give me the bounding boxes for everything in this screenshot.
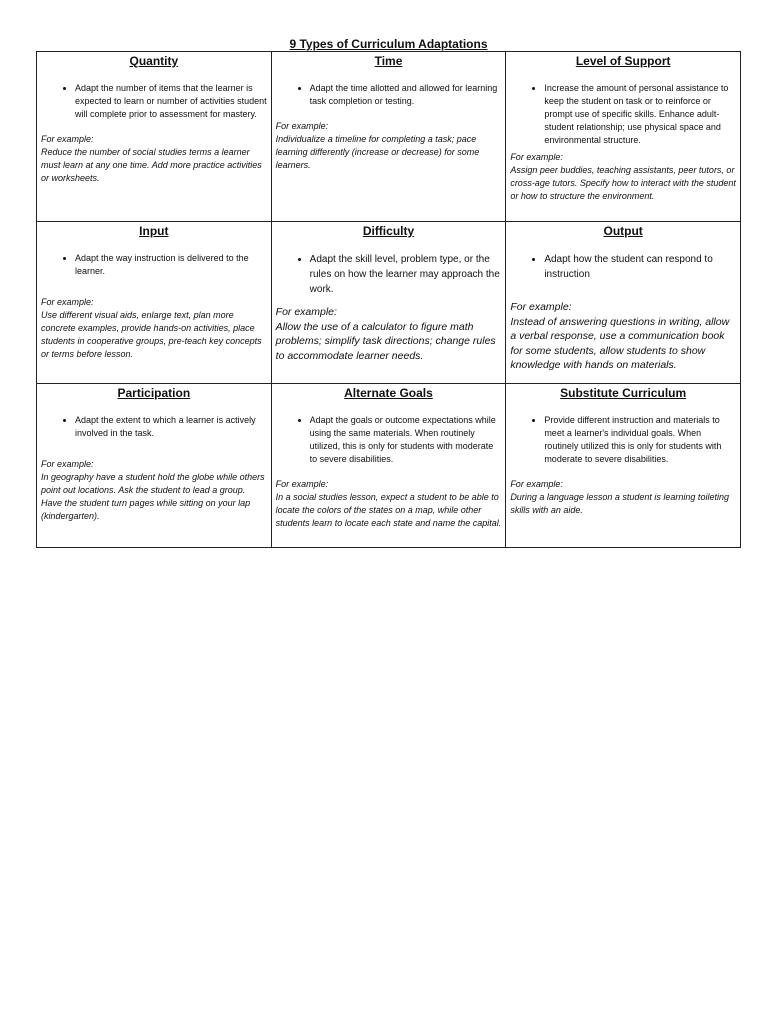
example-text: Assign peer buddies, teaching assistants, peer tutors, or cross-age tutors. Specify how to interact with the student or how to structure the environment. (510, 165, 736, 201)
example-label: For example: (510, 301, 572, 313)
bullet-list (510, 414, 736, 466)
cell-difficulty (271, 222, 506, 384)
cell-alternate-goals (271, 384, 506, 548)
example-label: For example: (41, 459, 94, 469)
bullet-list (510, 82, 736, 147)
example-text: Individualize a timeline for completing a task; pace learning differently (increase or decrease) for some learners. (275, 134, 480, 170)
cell-heading: Difficulty (362, 224, 415, 238)
example-text: Use different visual aids, enlarge text, plan more concrete examples, provide hands-on activities, place students in cooperative groups, pre-teach key concepts or terms before lesson. (41, 310, 262, 359)
example-label: For example: (41, 134, 94, 144)
cell-heading: Input (139, 224, 169, 238)
example-text: Instead of answering questions in writing, allow a verbal response, use a communication book for some students, allow students to show knowledge with hands on materials. (510, 315, 730, 371)
bullet-list (276, 252, 502, 297)
bullet-item: • Adapt the way instruction is delivered to the learner. (75, 252, 267, 278)
example-text: In a social studies lesson, expect a student to be able to locate the colors of the states on a map, while other students learn to locate each state and name the capital. (275, 492, 502, 528)
example-text: Reduce the number of social studies terms a learner must learn at any one time. Add more practice activities or worksheets. (41, 147, 262, 183)
cell-heading: Participation (117, 386, 191, 400)
bullet-item: • Adapt the goals or outcome expectations while using the same materials. When routinely utilized, this is only for students with moderate to severe disabilities. (310, 414, 502, 466)
example-label: For example: (41, 297, 94, 307)
bullet-item: • Adapt how the student can respond to instruction (544, 252, 736, 282)
bullet-list (276, 414, 502, 466)
example-label: For example: (510, 479, 563, 489)
cell-heading: Time (374, 54, 403, 68)
cell-substitute-curriculum (506, 384, 741, 548)
table-row (37, 222, 741, 384)
cell-level-of-support (506, 52, 741, 222)
bullet-list (41, 252, 267, 278)
table-row (37, 52, 741, 222)
example-text: Allow the use of a calculator to figure math problems; simplify task directions; change rules to accommodate learner needs. (275, 320, 496, 362)
bullet-item: • Provide different instruction and materials to meet a learner's individual goals. When routinely utilized this is only for students with moderate to severe disabilities. (544, 414, 736, 466)
example-label: For example: (275, 306, 337, 318)
cell-heading: Output (603, 224, 643, 238)
cell-heading: Alternate Goals (344, 386, 433, 400)
bullet-item: • Adapt the extent to which a learner is actively involved in the task. (75, 414, 267, 440)
bullet-item: • Adapt the skill level, problem type, or the rules on how the learner may approach the work. (310, 252, 502, 297)
example-label: For example: (275, 121, 329, 131)
cell-heading: Substitute Curriculum (560, 386, 687, 400)
bullet-list (276, 82, 502, 108)
bullet-list (41, 82, 267, 121)
table-row (37, 384, 741, 548)
bullet-list (510, 252, 736, 282)
bullet-item: • Adapt the time allotted and allowed for learning task completion or testing. (310, 82, 502, 108)
document-title: 9 Types of Curriculum Adaptations (289, 37, 488, 51)
example-text: During a language lesson a student is learning toileting skills with an aide. (510, 492, 729, 515)
cell-time (271, 52, 506, 222)
bullet-item: • Increase the amount of personal assistance to keep the student on task or to reinforce or prompt use of specific skills. Enhance adult-student relationship; use physical space and environmental structure. (544, 82, 736, 147)
cell-quantity (37, 52, 272, 222)
bullet-item: • Adapt the number of items that the learner is expected to learn or number of activities student will complete prior to assessment for mastery. (75, 82, 267, 121)
cell-heading: Quantity (129, 54, 179, 68)
example-text: In geography have a student hold the globe while others point out locations. Ask the student to lead a group. Have the student turn pages while sitting on your lap (kindergarten). (41, 472, 265, 521)
example-label: For example: (510, 152, 563, 162)
adaptations-table (36, 51, 741, 548)
cell-heading: Level of Support (575, 54, 671, 68)
cell-input (37, 222, 272, 384)
bullet-list (41, 414, 267, 440)
example-label: For example: (275, 479, 329, 489)
cell-participation (37, 384, 272, 548)
cell-output (506, 222, 741, 384)
